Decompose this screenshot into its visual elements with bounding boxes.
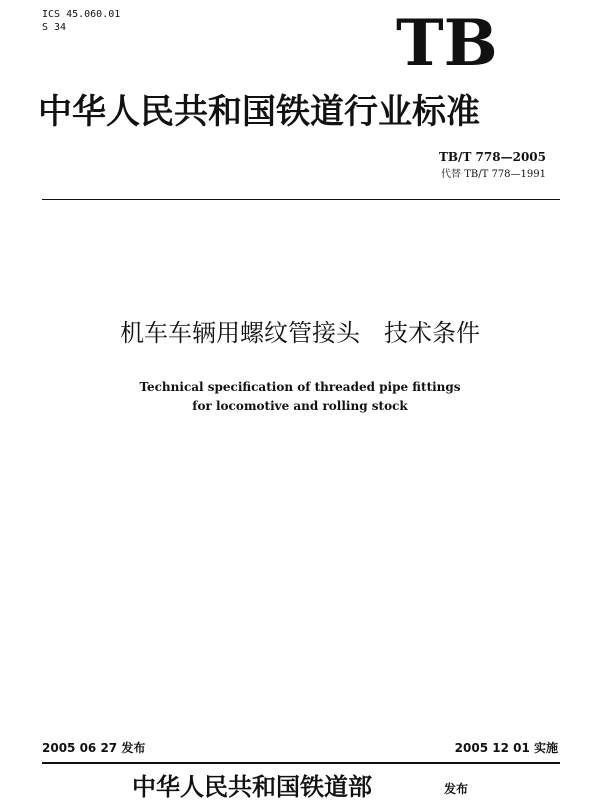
replaces-standard: 代替 TB/T 778—1991 <box>441 169 546 180</box>
ccs-code: S 34 <box>42 22 67 33</box>
issue-date: 2005 06 27 发布 <box>42 741 146 755</box>
implementation-date: 2005 12 01 实施 <box>454 741 558 755</box>
document-title-english <box>0 378 600 416</box>
bottom-divider <box>42 762 560 764</box>
ics-code: ICS 45.060.01 <box>42 9 121 20</box>
publisher-name: 中华人民共和国铁道部 <box>132 772 372 801</box>
organization-title: 中华人民共和国铁道行业标准 <box>38 92 480 132</box>
tb-logo: TB <box>396 6 498 81</box>
english-title-line-2: for locomotive and rolling stock <box>192 399 408 413</box>
standard-number: TB/T 778—2005 <box>438 150 546 164</box>
document-title-chinese: 机车车辆用螺纹管接头 技术条件 <box>120 319 480 347</box>
publisher-suffix: 发布 <box>444 782 469 796</box>
english-title-line-1: Technical specification of threaded pipe fittings <box>139 380 461 394</box>
classification-codes <box>42 8 120 34</box>
top-divider <box>42 199 560 200</box>
